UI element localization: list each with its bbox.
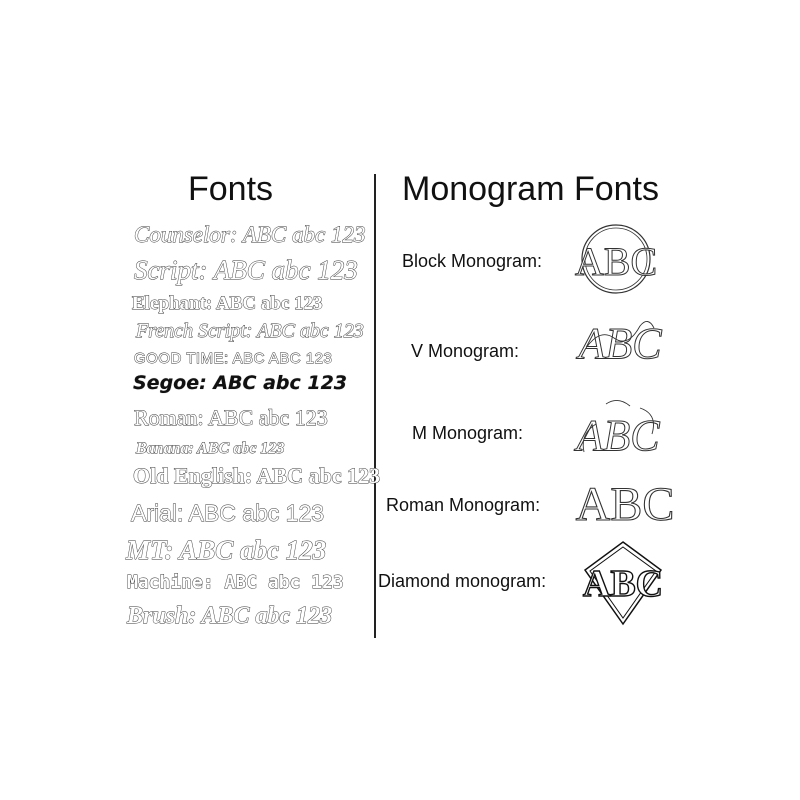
- font-sample-banana: Banana: ABC abc 123: [136, 440, 285, 457]
- block-monogram-icon: [574, 223, 658, 295]
- font-sample-good-time: GOOD TIME: ABC ABC 123: [134, 350, 333, 367]
- diamond-monogram-label: Diamond monogram:: [378, 571, 547, 591]
- block-monogram-label: Block Monogram:: [402, 251, 543, 271]
- font-sample-french-script: French Script: ABC abc 123: [136, 320, 364, 342]
- roman-monogram-letters: ABC: [575, 478, 675, 531]
- fonts-heading: Fonts: [188, 170, 274, 208]
- font-sample-arial: Arial: ABC abc 123: [131, 500, 325, 526]
- font-sample-brush: Brush: ABC abc 123: [127, 603, 333, 629]
- font-sample-old-english: Old English: ABC abc 123: [133, 463, 380, 488]
- font-sample-script: Script: ABC abc 123: [134, 255, 358, 285]
- v-monogram-icon: [580, 308, 660, 376]
- font-sample-segoe: Segoe: ABC abc 123: [133, 372, 348, 394]
- diamond-monogram-letters: ABC: [582, 563, 664, 605]
- roman-monogram-icon: [575, 476, 675, 531]
- roman-monogram-label: Roman Monogram:: [386, 495, 541, 515]
- font-sample-elephant: Elephant: ABC abc 123: [132, 293, 323, 314]
- font-sample-roman: Roman: ABC abc 123: [134, 405, 328, 430]
- m-monogram-icon: [576, 394, 660, 474]
- m-monogram-letters: ABC: [576, 411, 660, 460]
- diamond-monogram-icon: [583, 540, 663, 626]
- m-monogram-label: M Monogram:: [412, 423, 524, 443]
- font-sample-mt: MT: ABC abc 123: [126, 535, 327, 565]
- font-sample-counselor: Counselor: ABC abc 123: [134, 222, 366, 247]
- column-divider: [374, 174, 376, 638]
- v-monogram-label: V Monogram:: [411, 341, 520, 361]
- block-monogram-letters: ABC: [574, 239, 658, 284]
- v-monogram-letters: ABC: [578, 319, 662, 368]
- monogram-fonts-heading: Monogram Fonts: [402, 170, 659, 208]
- font-sample-machine: Machine: ABC abc 123: [127, 572, 344, 593]
